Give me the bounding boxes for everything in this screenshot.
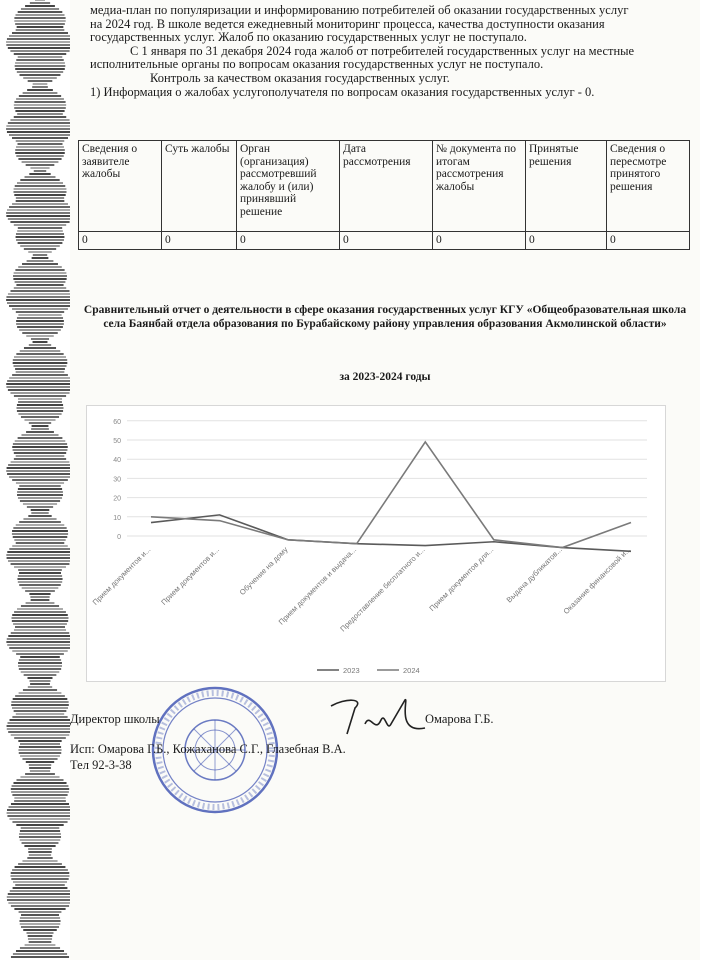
table-header-cell: № документа по итогам рассмотрения жалобы [433,141,526,232]
chart-svg [87,406,665,681]
table-cell: 0 [526,232,607,250]
complaints-table [78,140,690,250]
intro-line: исполнительные органы по вопросам оказания государственных услуг не поступало. [90,57,544,72]
x-tick-label: Прием документов и... [90,545,153,607]
table-header-cell: Сведения о пересмотре принятого решения [607,141,690,232]
table-header-cell: Принятые решения [526,141,607,232]
x-tick-label: Выдача дубликатов... [504,545,564,605]
table-cell: 0 [433,232,526,250]
y-tick-label: 50 [113,438,121,445]
director-label: Директор школы [70,712,160,726]
legend-label: 2023 [343,666,360,675]
series-line-2023 [151,515,631,551]
x-tick-label: Обучение на дому [237,545,290,597]
intro-line: медиа-план по популяризации и информированию потребителей об оказании государственных услуг [90,3,629,17]
table-header-cell: Суть жалобы [162,141,237,232]
table-cell: 0 [237,232,340,250]
table-cell: 0 [79,232,162,250]
report-title: Сравнительный отчет о деятельности в сфере оказания государственных услуг КГУ «Общеобразовательная школа села Баянбай отдела образования по Бурабайскому району управления образования Акмолинской области» [83,304,687,330]
report-period: за 2023-2024 годы [339,371,431,383]
handwritten-signature [325,694,435,744]
line-chart [86,405,666,682]
series-line-2024 [151,442,631,548]
y-tick-label: 10 [113,514,121,522]
intro-line: государственных услуг. Жалоб по оказанию государственных услуг не поступало. [90,30,527,45]
x-tick-label: Предоставление бесплатного и... [338,545,427,634]
y-tick-label: 20 [113,495,121,503]
intro-line: 1) Информация о жалобах услугополучателя по вопросам оказания государственных услуг - 0. [90,84,595,99]
director-name: Омарова Г.Б. [425,712,494,726]
executors: Исп: Омарова Г.Б., Кожаханова С.Г., Глазебная В.А. [70,742,346,756]
y-tick-label: 0 [117,534,121,541]
x-tick-label: Прием документов и... [159,545,221,607]
intro-line: Контроль за качеством оказания государственных услуг. [150,70,450,85]
intro-line: на 2024 год. В школе ведется ежедневный мониторинг процесса, качества доступности оказания [90,16,605,31]
y-tick-label: 30 [113,476,121,484]
x-tick-label: Прием документов для... [427,545,496,613]
x-tick-label: Оказание финансовой и... [561,545,633,616]
legend-label: 2024 [403,666,420,675]
intro-line: С 1 января по 31 декабря 2024 года жалоб от потребителей государственных услуг на местные [130,43,635,58]
scan-edge-artifact [0,0,80,960]
intro-text [90,4,690,99]
y-tick-label: 60 [113,418,121,426]
x-tick-label: Прием документов и выдача... [276,545,359,627]
table-header-row [79,141,690,232]
table-header-cell: Орган (организация) рассмотревший жалобу и (или) принявший решение [237,141,340,232]
table-row [79,232,690,250]
table-cell: 0 [340,232,433,250]
table-header-cell: Дата рассмотрения [340,141,433,232]
table-cell: 0 [607,232,690,250]
table-header-cell: Сведения о заявителе жалобы [79,141,162,232]
document-page [70,0,700,960]
y-tick-label: 40 [113,457,121,465]
table-cell: 0 [162,232,237,250]
phone: Тел 92-3-38 [70,758,132,772]
